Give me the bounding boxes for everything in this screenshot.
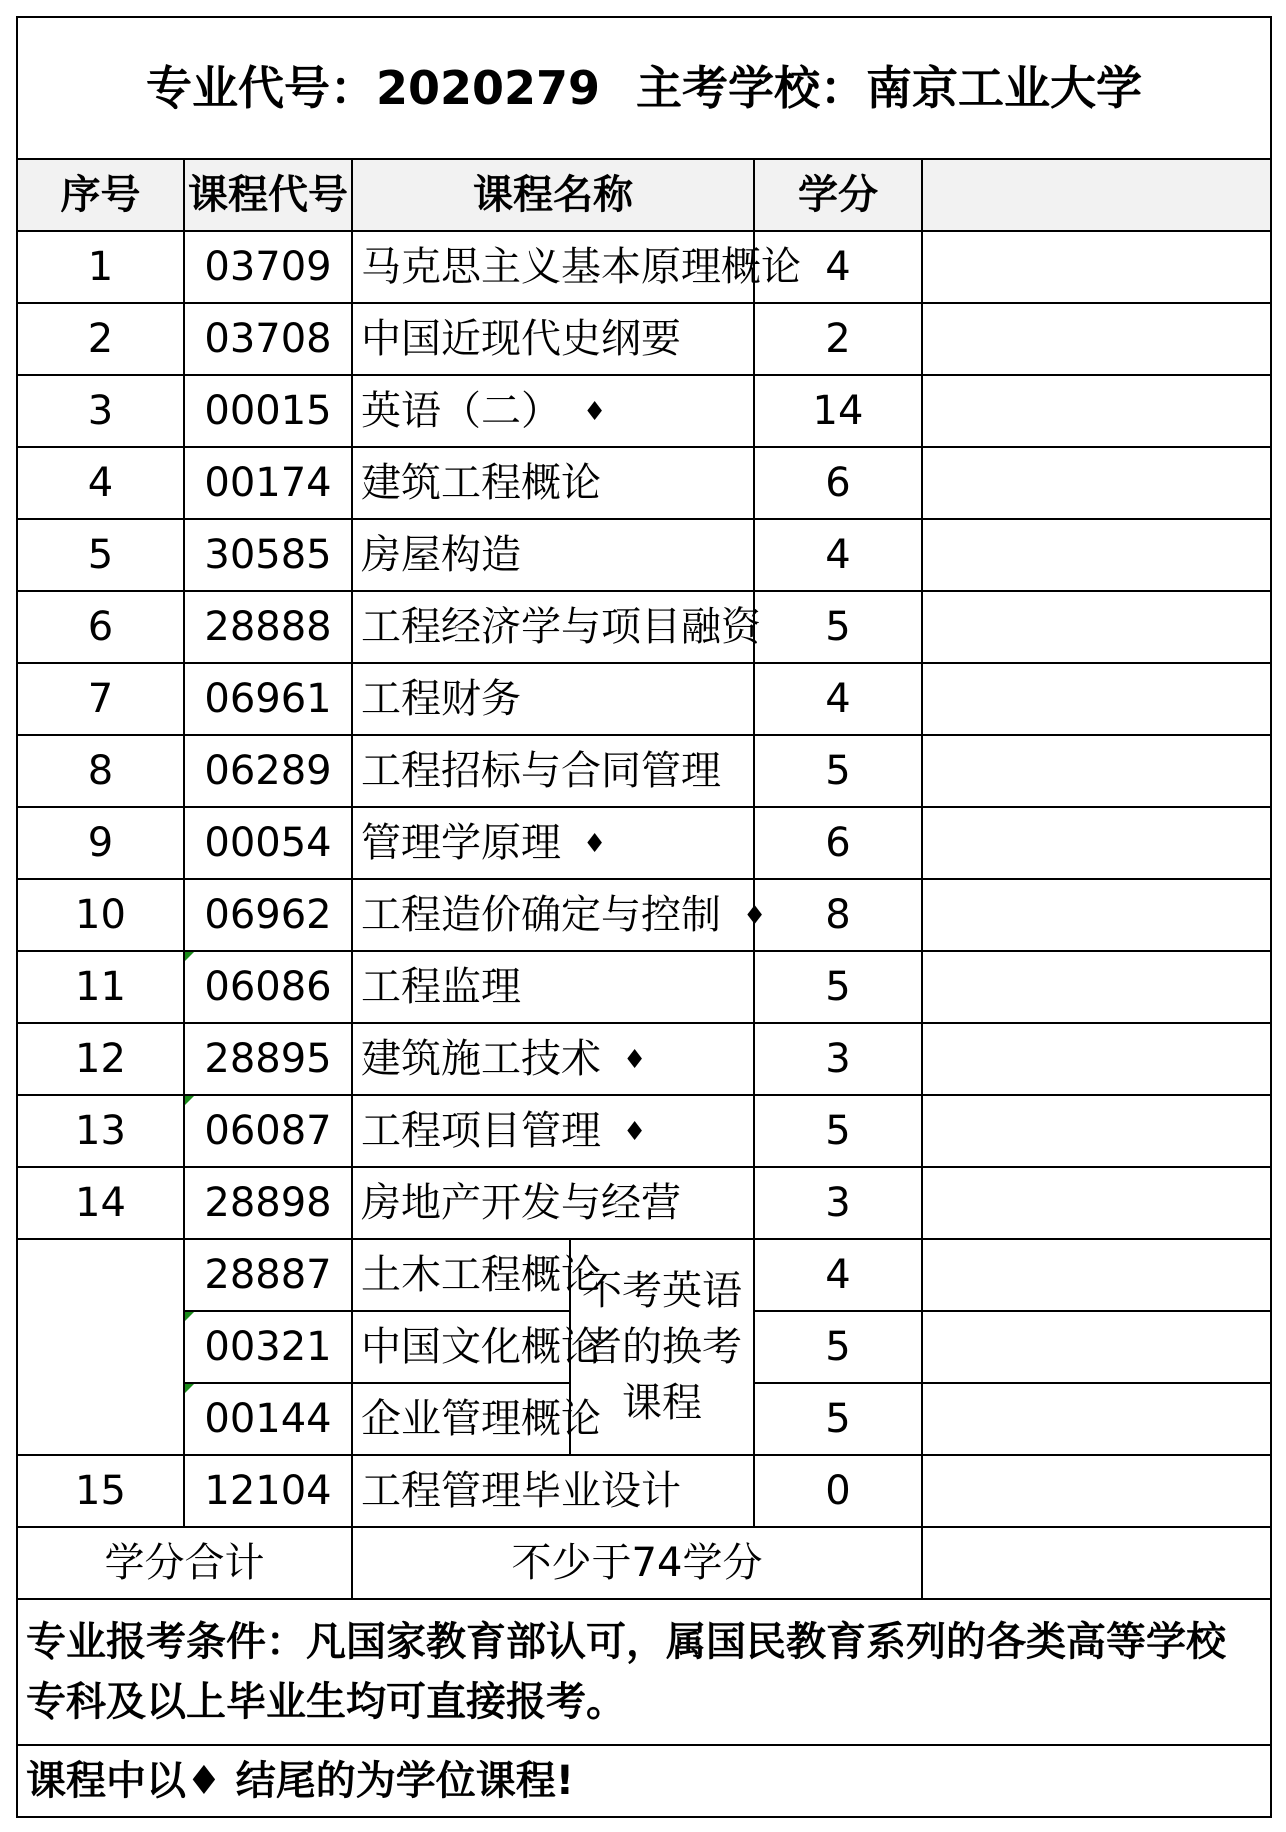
course-credit: 4 xyxy=(754,519,922,591)
course-name: 工程管理毕业设计 xyxy=(352,1455,754,1527)
course-seq: 4 xyxy=(17,447,184,519)
course-extra xyxy=(922,519,1271,591)
course-name-text: 工程经济学与项目融资 xyxy=(361,604,761,650)
course-code xyxy=(184,879,352,951)
table-row xyxy=(17,1095,1271,1167)
table-row xyxy=(17,951,1271,1023)
course-name-text: 房屋构造 xyxy=(361,532,521,578)
substitute-credit: 4 xyxy=(754,1239,922,1311)
total-value: 不少于74学分 xyxy=(352,1527,922,1599)
course-credit: 4 xyxy=(754,663,922,735)
course-code xyxy=(184,375,352,447)
course-extra xyxy=(922,591,1271,663)
table-row xyxy=(17,1023,1271,1095)
school-name: 南京工业大学 xyxy=(866,60,1143,115)
total-row xyxy=(17,1527,1271,1599)
course-name xyxy=(352,879,767,951)
course-code-text: 06961 xyxy=(204,676,332,722)
course-code-text: 06289 xyxy=(204,748,332,794)
cell-comment-marker xyxy=(185,1096,194,1105)
course-name xyxy=(352,663,754,735)
school-label: 主考学校： xyxy=(636,60,867,115)
course-extra xyxy=(922,807,1271,879)
conditions-row xyxy=(17,1599,1271,1745)
cell-comment-marker xyxy=(185,952,194,961)
course-plan-sheet xyxy=(16,16,1270,1816)
course-name-text: 马克思主义基本原理概论 xyxy=(361,244,801,290)
course-name-text: 房地产开发与经营 xyxy=(361,1180,681,1226)
table-row xyxy=(17,1455,1271,1527)
course-name xyxy=(352,1023,754,1095)
header-name: 课程名称 xyxy=(352,159,754,231)
course-credit: 6 xyxy=(754,807,922,879)
course-code-text: 00054 xyxy=(204,820,332,866)
course-code-text: 28898 xyxy=(204,1180,332,1226)
table-row xyxy=(17,447,1271,519)
course-code-text: 28895 xyxy=(204,1036,332,1082)
course-name-text: 管理学原理 xyxy=(361,820,561,866)
substitute-credit: 5 xyxy=(754,1383,922,1455)
substitute-extra xyxy=(922,1311,1271,1383)
table-row xyxy=(17,519,1271,591)
substitute-code-text: 00321 xyxy=(204,1324,332,1370)
course-seq: 14 xyxy=(17,1167,184,1239)
course-name-text: 工程招标与合同管理 xyxy=(361,748,721,794)
table-row xyxy=(17,735,1271,807)
course-credit: 14 xyxy=(754,375,922,447)
course-extra xyxy=(922,375,1271,447)
course-name xyxy=(352,519,754,591)
course-extra xyxy=(922,735,1271,807)
substitute-code xyxy=(184,1383,352,1455)
course-name xyxy=(352,1167,754,1239)
course-code xyxy=(184,1023,352,1095)
course-extra xyxy=(922,879,1271,951)
course-name xyxy=(352,1095,754,1167)
course-code xyxy=(184,807,352,879)
course-credit: 5 xyxy=(754,735,922,807)
course-seq: 1 xyxy=(17,231,184,303)
course-name-text: 工程监理 xyxy=(361,964,521,1010)
table-row xyxy=(17,1167,1271,1239)
course-code-text: 28888 xyxy=(204,604,332,650)
substitute-code xyxy=(184,1239,352,1311)
course-name xyxy=(352,807,754,879)
course-name xyxy=(352,735,754,807)
course-code-text: 06962 xyxy=(204,892,332,938)
course-credit: 5 xyxy=(754,1095,922,1167)
substitute-extra xyxy=(922,1239,1271,1311)
header-code: 课程代号 xyxy=(184,159,352,231)
course-code-text: 00015 xyxy=(204,388,332,434)
total-extra xyxy=(922,1527,1271,1599)
table-row xyxy=(17,807,1271,879)
degree-diamond-icon: ♦ xyxy=(743,901,767,931)
course-code xyxy=(184,951,352,1023)
course-credit: 2 xyxy=(754,303,922,375)
degree-diamond-icon: ♦ xyxy=(583,829,607,859)
course-seq: 13 xyxy=(17,1095,184,1167)
course-code-text: 03709 xyxy=(204,244,332,290)
course-code xyxy=(184,519,352,591)
course-name-text: 工程项目管理 xyxy=(361,1108,601,1154)
course-name xyxy=(352,303,754,375)
course-code-text: 06087 xyxy=(204,1108,332,1154)
course-seq: 15 xyxy=(17,1455,184,1527)
cell-comment-marker xyxy=(185,1384,194,1393)
major-code: 2020279 xyxy=(375,60,601,115)
course-code-text: 00174 xyxy=(204,460,332,506)
course-extra xyxy=(922,231,1271,303)
table-row xyxy=(17,879,1271,951)
course-code xyxy=(184,735,352,807)
course-seq: 5 xyxy=(17,519,184,591)
course-credit: 3 xyxy=(754,1167,922,1239)
course-code xyxy=(184,1167,352,1239)
course-name xyxy=(352,591,761,663)
substitute-name: 企业管理概论 xyxy=(352,1383,570,1455)
total-label: 学分合计 xyxy=(17,1527,352,1599)
course-extra xyxy=(922,447,1271,519)
course-seq: 12 xyxy=(17,1023,184,1095)
course-name-text: 建筑施工技术 xyxy=(361,1036,601,1082)
course-credit: 0 xyxy=(754,1455,922,1527)
major-label: 专业代号： xyxy=(145,60,376,115)
course-credit: 5 xyxy=(754,591,922,663)
course-name-text: 英语（二） xyxy=(361,388,561,434)
course-name xyxy=(352,951,754,1023)
course-credit: 8 xyxy=(754,879,922,951)
substitute-code-text: 00144 xyxy=(204,1396,332,1442)
course-name-text: 建筑工程概论 xyxy=(361,460,601,506)
table-row xyxy=(17,231,1271,303)
course-extra xyxy=(922,303,1271,375)
header-extra xyxy=(922,159,1271,231)
course-seq: 2 xyxy=(17,303,184,375)
admission-conditions: 专业报考条件：凡国家教育部认可，属国民教育系列的各类高等学校专科及以上毕业生均可直接报考。 xyxy=(17,1599,1271,1745)
substitute-note: 不考英语者的换考课程 xyxy=(570,1239,754,1455)
substitute-row xyxy=(17,1239,1271,1311)
course-seq: 7 xyxy=(17,663,184,735)
substitute-name: 土木工程概论 xyxy=(352,1239,570,1311)
table-row xyxy=(17,303,1271,375)
course-name xyxy=(352,375,754,447)
course-seq: 9 xyxy=(17,807,184,879)
course-code xyxy=(184,591,352,663)
course-extra xyxy=(922,1023,1271,1095)
table-row xyxy=(17,591,1271,663)
substitute-code xyxy=(184,1311,352,1383)
substitute-credit: 5 xyxy=(754,1311,922,1383)
course-name-text: 中国近现代史纲要 xyxy=(361,316,681,362)
course-code xyxy=(184,447,352,519)
course-seq: 11 xyxy=(17,951,184,1023)
header-seq: 序号 xyxy=(17,159,184,231)
table-row xyxy=(17,375,1271,447)
course-extra xyxy=(922,1167,1271,1239)
course-code xyxy=(184,1095,352,1167)
course-credit: 6 xyxy=(754,447,922,519)
course-credit: 3 xyxy=(754,1023,922,1095)
course-code-text: 30585 xyxy=(204,532,332,578)
course-name xyxy=(352,447,754,519)
degree-course-legend: 课程中以♦ 结尾的为学位课程! xyxy=(17,1745,1271,1817)
substitute-seq xyxy=(17,1239,184,1455)
substitute-name: 中国文化概论 xyxy=(352,1311,570,1383)
degree-diamond-icon: ♦ xyxy=(583,397,607,427)
degree-diamond-icon: ♦ xyxy=(623,1045,647,1075)
page-title xyxy=(17,17,1271,159)
cell-comment-marker xyxy=(185,1312,194,1321)
course-code: 12104 xyxy=(184,1455,352,1527)
table-header-row xyxy=(17,159,1271,231)
course-code-text: 03708 xyxy=(204,316,332,362)
course-extra xyxy=(922,951,1271,1023)
course-name-text: 工程造价确定与控制 xyxy=(361,892,721,938)
course-credit: 5 xyxy=(754,951,922,1023)
substitute-code-text: 28887 xyxy=(204,1252,332,1298)
header-credit: 学分 xyxy=(754,159,922,231)
course-plan-table xyxy=(16,16,1272,1818)
legend-row xyxy=(17,1745,1271,1817)
course-code xyxy=(184,231,352,303)
course-credit: 4 xyxy=(754,231,922,303)
degree-diamond-icon: ♦ xyxy=(623,1117,647,1147)
course-code xyxy=(184,303,352,375)
course-seq: 8 xyxy=(17,735,184,807)
table-row xyxy=(17,663,1271,735)
course-code-text: 06086 xyxy=(204,964,332,1010)
course-extra xyxy=(922,1455,1271,1527)
course-seq: 3 xyxy=(17,375,184,447)
substitute-extra xyxy=(922,1383,1271,1455)
course-name-text: 工程财务 xyxy=(361,676,521,722)
course-extra xyxy=(922,663,1271,735)
course-name xyxy=(352,231,801,303)
course-extra xyxy=(922,1095,1271,1167)
course-seq: 6 xyxy=(17,591,184,663)
course-code xyxy=(184,663,352,735)
course-seq: 10 xyxy=(17,879,184,951)
